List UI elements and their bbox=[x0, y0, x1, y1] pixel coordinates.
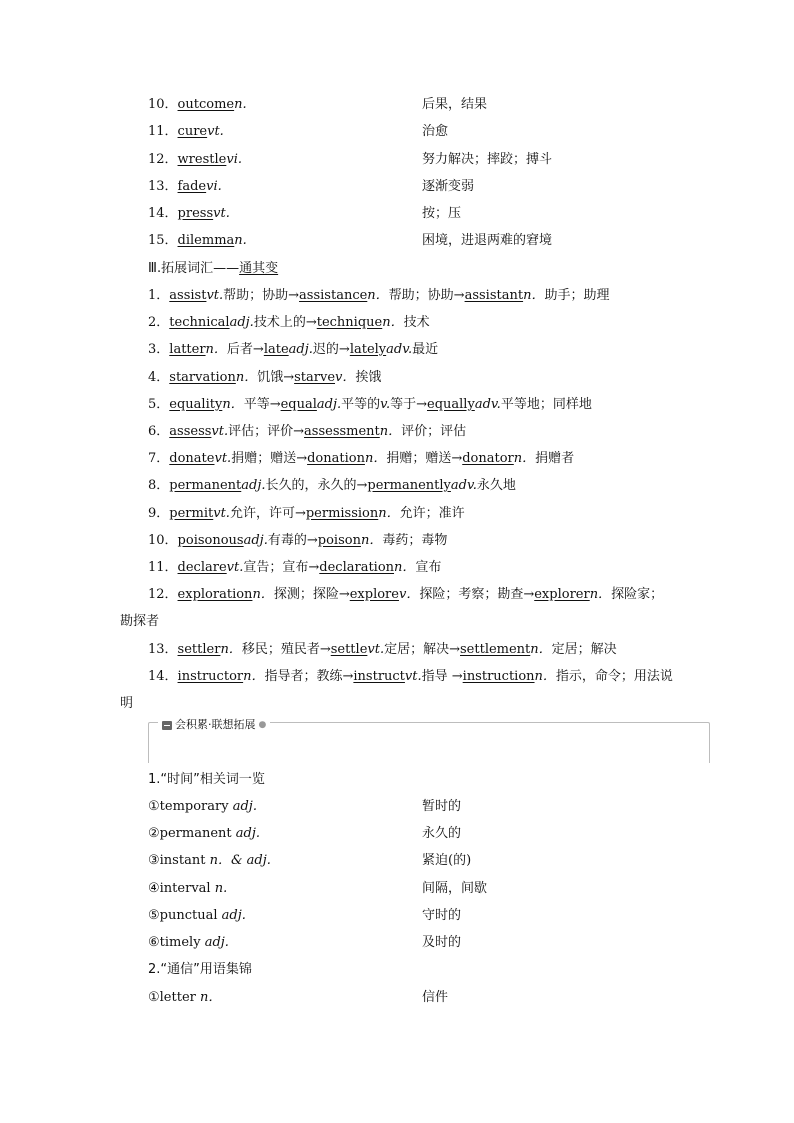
ext-meaning: 宣告；宣布→ bbox=[243, 560, 320, 575]
item-number: 2． bbox=[148, 315, 170, 330]
part-of-speech: adj. bbox=[241, 478, 266, 493]
vocab-item bbox=[148, 96, 247, 114]
vocab-item bbox=[148, 151, 242, 169]
part-of-speech: adj. bbox=[288, 342, 313, 357]
part-of-speech: adv. bbox=[450, 478, 477, 493]
ext-meaning: 平等→ bbox=[243, 397, 281, 412]
part-of-speech: n． bbox=[513, 451, 536, 466]
part-of-speech: vi. bbox=[226, 152, 242, 167]
part-of-speech: vi. bbox=[206, 179, 222, 194]
ext-meaning: 帮助；协助→ bbox=[223, 288, 300, 303]
item-number: 4． bbox=[148, 370, 170, 385]
part-of-speech: n．& adj. bbox=[209, 853, 271, 868]
vocab-meaning: 逐渐变弱 bbox=[422, 179, 475, 194]
ext-meaning: 永久地 bbox=[476, 478, 516, 493]
ext-meaning: 平等地；同样地 bbox=[500, 397, 592, 412]
dot-icon: ● bbox=[258, 720, 267, 730]
part-of-speech: vt. bbox=[213, 506, 230, 521]
vocab-item bbox=[148, 205, 230, 223]
ext-word: permit bbox=[169, 506, 214, 521]
item-number: 1． bbox=[148, 288, 170, 303]
ext-meaning: 技术 bbox=[403, 315, 430, 330]
part-of-speech: vt. bbox=[207, 124, 224, 139]
item-number: 10． bbox=[148, 533, 178, 548]
extension-item bbox=[148, 586, 663, 604]
item-number: 11． bbox=[148, 124, 178, 139]
time-word-meaning: 暂时的 bbox=[422, 799, 462, 814]
ext-meaning: 助手；助理 bbox=[544, 288, 610, 303]
part-of-speech: adj. bbox=[232, 799, 257, 814]
ext-word: starvation bbox=[169, 370, 236, 385]
comm-word-item bbox=[148, 989, 221, 1007]
vocab-word: fade bbox=[177, 179, 207, 194]
note-icon bbox=[162, 721, 172, 730]
vocab-word: press bbox=[177, 206, 214, 221]
part-of-speech: n． bbox=[394, 560, 416, 575]
item-number: 15． bbox=[148, 233, 178, 248]
section-title-prefix: Ⅲ.拓展词汇—— bbox=[148, 261, 240, 276]
ext-meaning: 饥饿→ bbox=[257, 370, 295, 385]
vocab-meaning: 后果，结果 bbox=[422, 97, 488, 112]
part-of-speech: n． bbox=[589, 587, 612, 602]
ext-word: permanently bbox=[367, 478, 451, 493]
ext-word: latter bbox=[169, 342, 206, 357]
time-word-item bbox=[148, 798, 257, 816]
ext-meaning: 技术上的→ bbox=[253, 315, 317, 330]
ext-word: explore bbox=[349, 587, 399, 602]
ext-word: technical bbox=[169, 315, 230, 330]
ext-word: poison bbox=[317, 533, 361, 548]
ext-meaning: 指导 → bbox=[421, 669, 463, 684]
item-number: 10． bbox=[148, 97, 178, 112]
ext-meaning: 宣布 bbox=[415, 560, 442, 575]
ext-word: declare bbox=[177, 560, 227, 575]
time-word: ②permanent bbox=[148, 826, 232, 841]
ext-word: settle bbox=[330, 642, 368, 657]
time-word-item bbox=[148, 852, 271, 870]
item-number: 5． bbox=[148, 397, 170, 412]
item-number: 12． bbox=[148, 587, 178, 602]
part-of-speech: v． bbox=[335, 370, 356, 385]
vocab-item bbox=[148, 178, 222, 196]
ext-word: equality bbox=[169, 397, 223, 412]
part-of-speech: v． bbox=[398, 587, 420, 602]
part-of-speech: n． bbox=[222, 397, 244, 412]
time-word-meaning: 紧迫(的) bbox=[422, 853, 472, 868]
ext-word: poisonous bbox=[177, 533, 244, 548]
ext-meaning: 移民；殖民者→ bbox=[241, 642, 331, 657]
vocab-meaning: 按；压 bbox=[422, 206, 462, 221]
time-word: ⑤punctual bbox=[148, 908, 218, 923]
item-number: 11． bbox=[148, 560, 178, 575]
ext-word: starve bbox=[294, 370, 336, 385]
subsection-title: 2.“通信”用语集锦 bbox=[148, 962, 252, 977]
part-of-speech: n． bbox=[530, 642, 552, 657]
part-of-speech: n． bbox=[360, 533, 383, 548]
ext-word: equally bbox=[427, 397, 475, 412]
vocab-meaning: 治愈 bbox=[422, 124, 449, 139]
part-of-speech: n． bbox=[200, 990, 222, 1005]
ext-meaning: 最近 bbox=[412, 342, 439, 357]
extension-item bbox=[148, 505, 465, 523]
ext-meaning: 评价；评估 bbox=[401, 424, 467, 439]
ext-meaning: 捐赠者 bbox=[535, 451, 575, 466]
part-of-speech: n． bbox=[205, 342, 227, 357]
part-of-speech: vt. bbox=[211, 424, 229, 439]
ext-word: permission bbox=[305, 506, 379, 521]
ext-meaning: 捐赠；赠送→ bbox=[386, 451, 463, 466]
ext-meaning: 允许，许可→ bbox=[229, 506, 306, 521]
time-word: ①temporary bbox=[148, 799, 229, 814]
part-of-speech: adj. bbox=[221, 908, 246, 923]
item-number: 13． bbox=[148, 642, 178, 657]
ext-word: assistant bbox=[464, 288, 524, 303]
part-of-speech: n． bbox=[379, 424, 402, 439]
ext-word: exploration bbox=[177, 587, 253, 602]
ext-word: assist bbox=[169, 288, 207, 303]
part-of-speech: v. bbox=[380, 397, 391, 412]
extension-item bbox=[148, 532, 447, 550]
item-number: 7． bbox=[148, 451, 170, 466]
ext-word: settler bbox=[177, 642, 221, 657]
part-of-speech: n． bbox=[220, 642, 242, 657]
extension-item bbox=[148, 450, 574, 468]
ext-meaning: 评估；评价→ bbox=[228, 424, 305, 439]
ext-meaning: 指示，命令；用法说 bbox=[555, 669, 673, 684]
time-word: ③instant bbox=[148, 853, 206, 868]
part-of-speech: vt. bbox=[404, 669, 422, 684]
part-of-speech: vt. bbox=[367, 642, 385, 657]
item-number: 9． bbox=[148, 506, 170, 521]
part-of-speech: n. bbox=[234, 233, 247, 248]
ext-word: donation bbox=[307, 451, 365, 466]
ext-meaning: 探险家； bbox=[611, 587, 664, 602]
extension-item bbox=[148, 314, 430, 332]
vocab-item bbox=[148, 232, 247, 250]
ext-meaning: 捐赠；赠送→ bbox=[231, 451, 308, 466]
part-of-speech: n． bbox=[364, 451, 387, 466]
section-title-emphasis: 通其变 bbox=[239, 261, 279, 276]
ext-meaning: 毒药；毒物 bbox=[382, 533, 448, 548]
ext-word: instructor bbox=[177, 669, 244, 684]
part-of-speech: n． bbox=[523, 288, 545, 303]
ext-meaning: 长久的，永久的→ bbox=[265, 478, 368, 493]
ext-meaning: 后者→ bbox=[226, 342, 264, 357]
ext-meaning: 有毒的→ bbox=[267, 533, 318, 548]
ext-word: lately bbox=[349, 342, 387, 357]
part-of-speech: n. bbox=[234, 97, 247, 112]
time-word-meaning: 守时的 bbox=[422, 908, 462, 923]
part-of-speech: adj. bbox=[316, 397, 342, 412]
extension-item bbox=[148, 423, 466, 441]
vocab-word: cure bbox=[177, 124, 208, 139]
time-word: ④interval bbox=[148, 881, 211, 896]
ext-word: late bbox=[263, 342, 289, 357]
ext-word: declaration bbox=[319, 560, 395, 575]
time-word-meaning: 及时的 bbox=[422, 935, 462, 950]
item-number: 14． bbox=[148, 206, 178, 221]
part-of-speech: adj. bbox=[235, 826, 261, 841]
item-number: 14． bbox=[148, 669, 178, 684]
part-of-speech: n． bbox=[252, 587, 274, 602]
part-of-speech: vt. bbox=[226, 560, 244, 575]
ext-meaning: 探险；考察；勘查→ bbox=[419, 587, 535, 602]
ext-meaning: 指导者；教练→ bbox=[264, 669, 354, 684]
ext-meaning: 迟的→ bbox=[312, 342, 350, 357]
time-word-item bbox=[148, 907, 246, 925]
ext-word: assistance bbox=[299, 288, 368, 303]
part-of-speech: vt. bbox=[206, 288, 224, 303]
ext-word: explorer bbox=[534, 587, 590, 602]
ext-meaning: 探测；探险→ bbox=[273, 587, 350, 602]
part-of-speech: adj. bbox=[243, 533, 268, 548]
part-of-speech: n． bbox=[382, 315, 404, 330]
box-title: 会积累·联想拓展 bbox=[175, 718, 256, 731]
extension-item bbox=[148, 668, 673, 686]
ext-word: instruction bbox=[462, 669, 535, 684]
ext-meaning: 平等的 bbox=[341, 397, 381, 412]
vocab-meaning: 困境，进退两难的窘境 bbox=[422, 233, 553, 248]
part-of-speech: adj. bbox=[229, 315, 254, 330]
vocab-meaning: 努力解决；摔跤；搏斗 bbox=[422, 152, 553, 167]
part-of-speech: n. bbox=[214, 881, 228, 896]
extension-item bbox=[148, 341, 438, 359]
ext-word: permanent bbox=[169, 478, 242, 493]
ext-meaning: 定居；解决→ bbox=[384, 642, 460, 657]
item-number: 12． bbox=[148, 152, 178, 167]
ext-word: donator bbox=[462, 451, 514, 466]
ext-meaning: 定居；解决 bbox=[551, 642, 617, 657]
time-word-meaning: 间隔，间歇 bbox=[422, 881, 488, 896]
part-of-speech: n． bbox=[534, 669, 556, 684]
ext-word: assess bbox=[169, 424, 212, 439]
extension-item bbox=[148, 641, 617, 659]
time-word-item bbox=[148, 934, 229, 952]
ext-word: instruct bbox=[353, 669, 405, 684]
subsection-title: 1.“时间”相关词一览 bbox=[148, 772, 265, 787]
time-word-item bbox=[148, 825, 260, 843]
item-number: 6． bbox=[148, 424, 170, 439]
ext-word: technique bbox=[316, 315, 383, 330]
part-of-speech: adj. bbox=[204, 935, 229, 950]
extension-item bbox=[148, 559, 441, 577]
ext-meaning-continued: 明 bbox=[120, 696, 134, 711]
part-of-speech: vt. bbox=[213, 206, 230, 221]
item-number: 3． bbox=[148, 342, 170, 357]
ext-word: assessment bbox=[304, 424, 380, 439]
ext-meaning: 等于→ bbox=[390, 397, 427, 412]
time-word: ⑥timely bbox=[148, 935, 201, 950]
box-header bbox=[158, 718, 270, 732]
ext-meaning: 允许；准许 bbox=[399, 506, 465, 521]
part-of-speech: adv. bbox=[474, 397, 501, 412]
ext-meaning: 挨饿 bbox=[355, 370, 382, 385]
extension-item bbox=[148, 477, 516, 495]
ext-word: donate bbox=[169, 451, 215, 466]
part-of-speech: vt. bbox=[214, 451, 232, 466]
extension-item bbox=[148, 369, 381, 387]
part-of-speech: n． bbox=[243, 669, 265, 684]
item-number: 13． bbox=[148, 179, 178, 194]
ext-meaning-continued: 勘探者 bbox=[120, 614, 160, 629]
item-number: 8． bbox=[148, 478, 170, 493]
part-of-speech: n． bbox=[235, 370, 258, 385]
section-title bbox=[148, 260, 278, 278]
time-word-item bbox=[148, 880, 227, 898]
time-word-meaning: 永久的 bbox=[422, 826, 462, 841]
vocab-word: wrestle bbox=[177, 152, 227, 167]
ext-word: settlement bbox=[460, 642, 531, 657]
ext-word: equal bbox=[280, 397, 317, 412]
vocab-item bbox=[148, 123, 224, 141]
part-of-speech: adv. bbox=[386, 342, 413, 357]
vocab-word: dilemma bbox=[177, 233, 235, 248]
extension-item bbox=[148, 396, 592, 414]
part-of-speech: n． bbox=[367, 288, 389, 303]
part-of-speech: n． bbox=[378, 506, 400, 521]
extension-item bbox=[148, 287, 609, 305]
comm-word-meaning: 信件 bbox=[422, 990, 449, 1005]
vocab-word: outcome bbox=[177, 97, 235, 112]
comm-word: ①letter bbox=[148, 990, 196, 1005]
ext-meaning: 帮助；协助→ bbox=[388, 288, 465, 303]
